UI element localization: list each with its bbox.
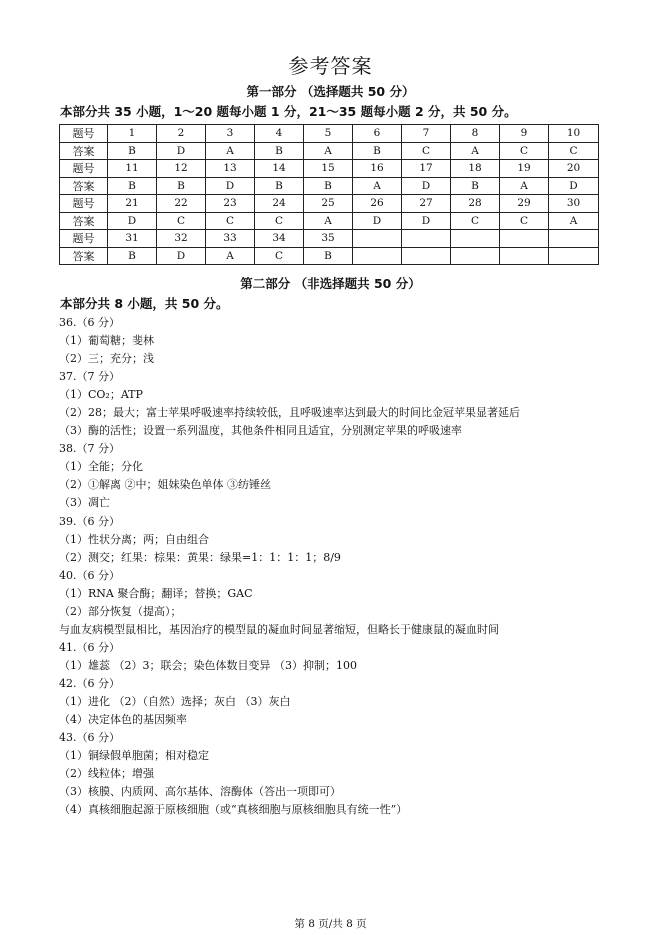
answer-cell: B [157, 177, 206, 195]
answer-line: 39.（6 分） [59, 514, 120, 528]
question-number-row [60, 160, 599, 178]
question-number-cell: 31 [108, 230, 157, 248]
answer-cell: D [206, 177, 255, 195]
question-number-cell: 3 [206, 125, 255, 143]
answer-cell: C [255, 247, 304, 265]
answer-cell: B [353, 142, 402, 160]
question-number-row [60, 125, 599, 143]
answer-cell: C [157, 212, 206, 230]
answer-cell: D [108, 212, 157, 230]
answer-cell [402, 247, 451, 265]
answer-cell: C [549, 142, 599, 160]
answer-lines [59, 314, 639, 819]
answer-line: （4）决定体色的基因频率 [59, 713, 187, 727]
answer-cell: B [255, 177, 304, 195]
question-number-cell: 11 [108, 160, 157, 178]
question-number-cell: 2 [157, 125, 206, 143]
answer-cell: B [451, 177, 500, 195]
answer-row [60, 142, 599, 160]
question-number-cell [500, 230, 549, 248]
answer-line: （1）CO₂；ATP [59, 388, 143, 402]
question-number-cell: 5 [304, 125, 353, 143]
question-number-cell: 26 [353, 195, 402, 213]
question-number-cell: 10 [549, 125, 599, 143]
question-number-cell: 35 [304, 230, 353, 248]
row-label-answer: 答案 [60, 177, 108, 195]
answer-line: 42.（6 分） [59, 676, 120, 690]
answer-cell: B [304, 177, 353, 195]
answer-line: （2）28；最大；富士苹果呼吸速率持续较低，且呼吸速率达到最大的时间比金冠苹果显著延后 [59, 406, 520, 420]
answer-line: 38.（7 分） [59, 442, 120, 456]
answer-line: （1）全能；分化 [59, 460, 143, 474]
page-title: 参考答案 [288, 54, 373, 78]
answer-cell: D [157, 142, 206, 160]
question-number-cell: 23 [206, 195, 255, 213]
answer-line: （3）凋亡 [59, 496, 110, 510]
question-number-cell: 29 [500, 195, 549, 213]
question-number-cell: 19 [500, 160, 549, 178]
answer-line: （1）雄蕊 （2）3；联会；染色体数目变异 （3）抑制；100 [59, 658, 357, 672]
part1-heading: 第一部分 （选择题共 50 分） [246, 84, 415, 99]
answer-row [60, 212, 599, 230]
answer-line: 37.（7 分） [59, 370, 120, 384]
answer-cell: C [255, 212, 304, 230]
answer-line: 与血友病模型鼠相比，基因治疗的模型鼠的凝血时间显著缩短，但略长于健康鼠的凝血时间 [59, 622, 499, 636]
answer-cell: D [157, 247, 206, 265]
answer-line: （3）酶的活性；设置一系列温度，其他条件相同且适宜，分别测定苹果的呼吸速率 [59, 424, 462, 438]
answer-line: （1）葡萄糖；斐林 [59, 334, 154, 348]
answer-cell: C [206, 212, 255, 230]
question-number-cell [549, 230, 599, 248]
question-number-cell: 33 [206, 230, 255, 248]
row-label-question: 题号 [60, 125, 108, 143]
question-number-cell: 16 [353, 160, 402, 178]
answer-cell: B [108, 177, 157, 195]
answer-cell: A [451, 142, 500, 160]
answer-line: （2）线粒体；增强 [59, 767, 154, 781]
question-number-cell [402, 230, 451, 248]
answer-cell: A [549, 212, 599, 230]
question-number-cell: 13 [206, 160, 255, 178]
answer-cell: C [451, 212, 500, 230]
question-number-cell: 32 [157, 230, 206, 248]
part1-intro: 本部分共 35 小题，1～20 题每小题 1 分，21～35 题每小题 2 分，共 50 分。 [60, 104, 517, 119]
row-label-question: 题号 [60, 230, 108, 248]
question-number-cell: 20 [549, 160, 599, 178]
answer-row [60, 247, 599, 265]
question-number-cell: 15 [304, 160, 353, 178]
answer-cell: A [304, 212, 353, 230]
answer-cell: D [402, 212, 451, 230]
row-label-answer: 答案 [60, 247, 108, 265]
question-number-cell: 24 [255, 195, 304, 213]
answer-line: 36.（6 分） [59, 316, 120, 329]
answer-cell: D [353, 212, 402, 230]
answer-line: （2）部分恢复（提高）； [59, 604, 182, 618]
question-number-cell: 34 [255, 230, 304, 248]
answer-cell [451, 247, 500, 265]
question-number-cell: 9 [500, 125, 549, 143]
row-label-question: 题号 [60, 160, 108, 178]
answer-line: （2）①解离 ②中；姐妹染色单体 ③纺锤丝 [59, 478, 271, 492]
answer-cell: A [304, 142, 353, 160]
question-number-cell [451, 230, 500, 248]
question-number-cell: 25 [304, 195, 353, 213]
answer-cell: A [206, 247, 255, 265]
answer-line: 41.（6 分） [59, 640, 120, 654]
row-label-answer: 答案 [60, 142, 108, 160]
answer-row [60, 177, 599, 195]
question-number-row [60, 230, 599, 248]
question-number-cell [353, 230, 402, 248]
answer-cell: D [549, 177, 599, 195]
answer-cell: B [108, 247, 157, 265]
answer-cell: A [500, 177, 549, 195]
answer-line: （2）测交；红果：棕果：黄果：绿果=1：1：1：1；8/9 [59, 550, 341, 564]
answer-cell: B [304, 247, 353, 265]
answer-line: （1）铜绿假单胞菌；相对稳定 [59, 749, 209, 763]
question-number-cell: 22 [157, 195, 206, 213]
answer-cell [500, 247, 549, 265]
answer-line: （3）核膜、内质网、高尔基体、溶酶体（答出一项即可） [59, 785, 341, 799]
question-number-cell: 18 [451, 160, 500, 178]
question-number-cell: 1 [108, 125, 157, 143]
question-number-cell: 7 [402, 125, 451, 143]
answer-cell: C [500, 142, 549, 160]
row-label-answer: 答案 [60, 212, 108, 230]
answer-cell: A [353, 177, 402, 195]
question-number-cell: 17 [402, 160, 451, 178]
question-number-cell: 28 [451, 195, 500, 213]
answer-table [59, 124, 599, 265]
answer-line: 43.（6 分） [59, 731, 120, 745]
answer-cell [549, 247, 599, 265]
question-number-row [60, 195, 599, 213]
question-number-cell: 21 [108, 195, 157, 213]
question-number-cell: 6 [353, 125, 402, 143]
answer-cell: B [108, 142, 157, 160]
question-number-cell: 30 [549, 195, 599, 213]
answer-line: （1）进化 （2）（自然）选择；灰白 （3）灰白 [59, 694, 291, 708]
answer-line: （2）三；充分；浅 [59, 352, 154, 366]
answer-cell: A [206, 142, 255, 160]
answer-cell: D [402, 177, 451, 195]
part2-heading: 第二部分 （非选择题共 50 分） [240, 276, 421, 291]
row-label-question: 题号 [60, 195, 108, 213]
question-number-cell: 27 [402, 195, 451, 213]
answer-line: （1）RNA 聚合酶；翻译；替换；GAC [59, 586, 253, 600]
answer-cell: C [500, 212, 549, 230]
part2-intro: 本部分共 8 小题，共 50 分。 [60, 296, 229, 311]
answer-line: （4）真核细胞起源于原核细胞（或“真核细胞与原核细胞具有统一性”） [59, 803, 408, 817]
question-number-cell: 4 [255, 125, 304, 143]
question-number-cell: 12 [157, 160, 206, 178]
answer-line: 40.（6 分） [59, 568, 120, 582]
answer-cell: B [255, 142, 304, 160]
question-number-cell: 8 [451, 125, 500, 143]
answer-line: （1）性状分离；两；自由组合 [59, 532, 209, 546]
answer-cell: C [402, 142, 451, 160]
answer-cell [353, 247, 402, 265]
question-number-cell: 14 [255, 160, 304, 178]
page-footer: 第 8 页/共 8 页 [294, 918, 367, 930]
